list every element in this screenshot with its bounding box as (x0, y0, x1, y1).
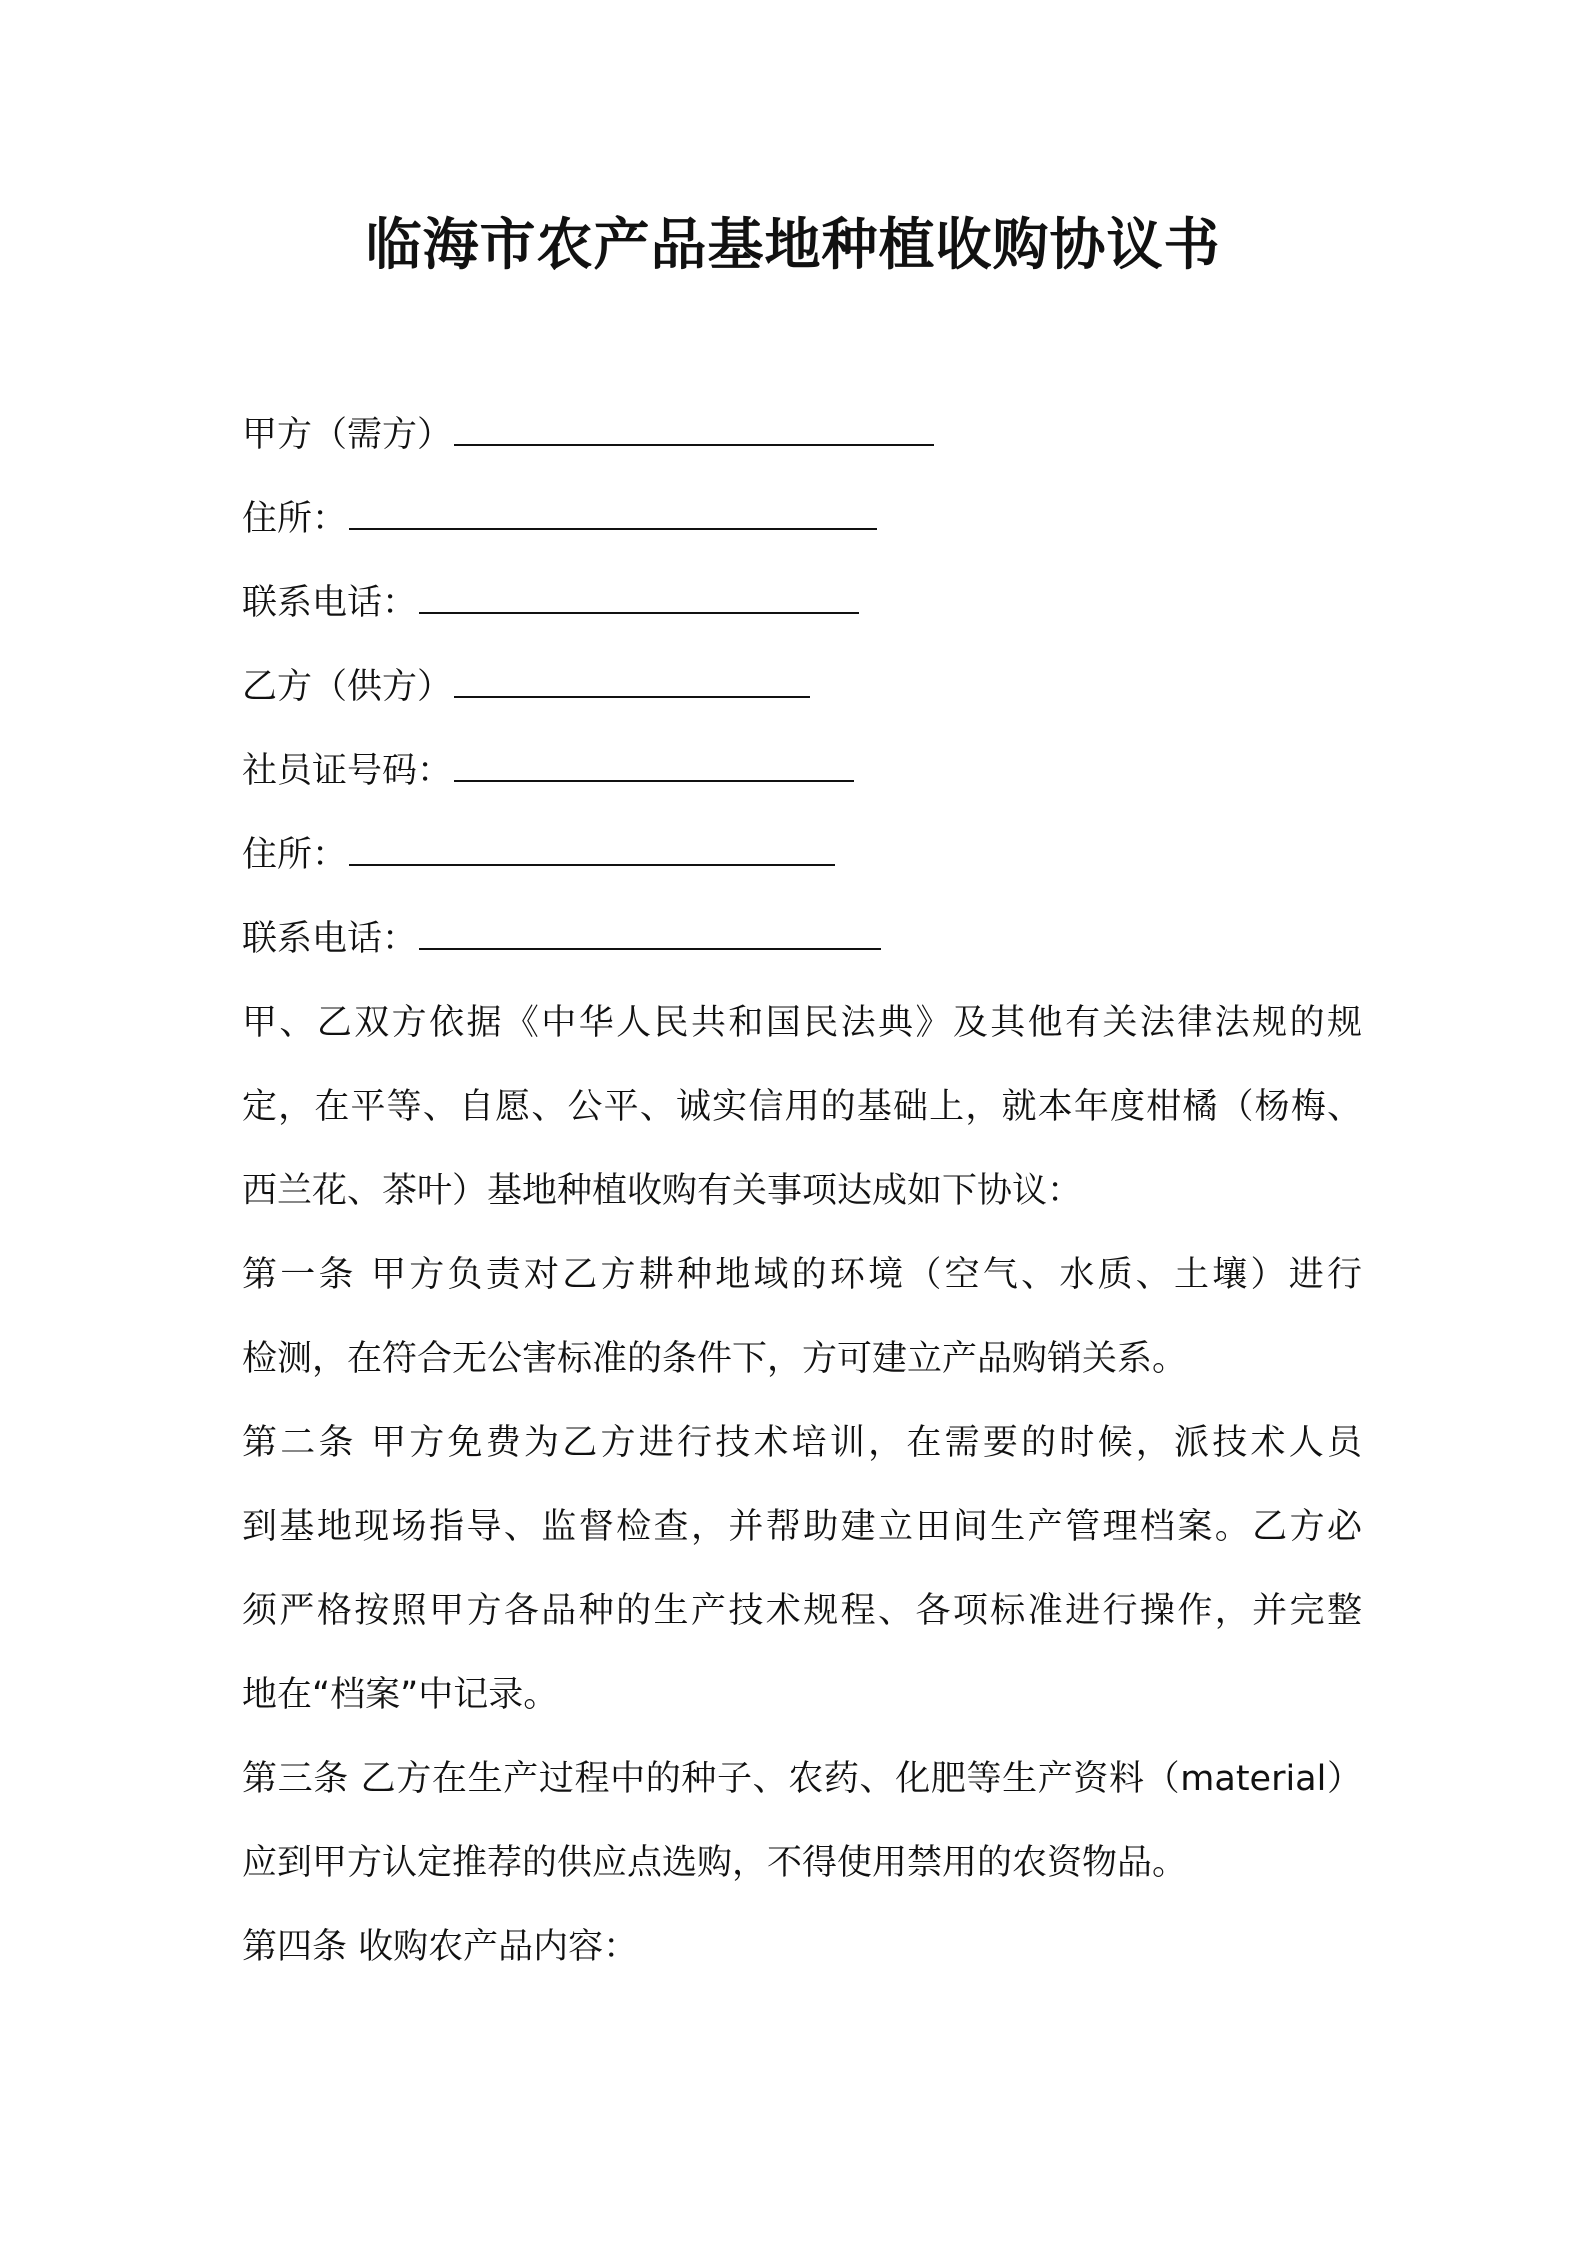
party-b-address-blank[interactable] (349, 864, 835, 866)
document-title: 临海市农产品基地种植收购协议书 (365, 213, 1221, 278)
party-b-member-id-label: 社员证号码： (242, 751, 453, 791)
body-line: 须严格按照甲方各品种的生产技术规程、各项标准进行操作，并完整 (242, 1591, 1362, 1631)
body-line: 第三条 乙方在生产过程中的种子、农药、化肥等生产资料（material） (242, 1759, 1362, 1799)
party-a-address-blank[interactable] (349, 528, 877, 530)
body-line: 第一条 甲方负责对乙方耕种地域的环境（空气、水质、土壤）进行 (242, 1255, 1362, 1295)
party-a-address-label: 住所： (242, 499, 348, 539)
body-line: 甲、乙双方依据《中华人民共和国民法典》及其他有关法律法规的规 (242, 1003, 1362, 1043)
body-line: 定，在平等、自愿、公平、诚实信用的基础上，就本年度柑橘（杨梅、 (242, 1087, 1362, 1127)
party-a-label: 甲方（需方） (242, 415, 453, 455)
party-b-label: 乙方（供方） (242, 667, 453, 707)
party-b-phone-field (242, 914, 881, 964)
party-b-field (242, 662, 810, 712)
party-a-phone-label: 联系电话： (242, 583, 418, 623)
body-line: 检测，在符合无公害标准的条件下，方可建立产品购销关系。 (242, 1339, 1188, 1379)
party-b-address-field (242, 830, 835, 880)
body-line: 西兰花、茶叶）基地种植收购有关事项达成如下协议： (242, 1171, 1083, 1211)
body-line: 第二条 甲方免费为乙方进行技术培训，在需要的时候，派技术人员 (242, 1423, 1362, 1463)
body-line: 第四条 收购农产品内容： (242, 1927, 639, 1967)
party-a-field (242, 410, 934, 460)
party-a-blank[interactable] (454, 444, 934, 446)
party-b-member-id-blank[interactable] (454, 780, 854, 782)
body-line: 应到甲方认定推荐的供应点选购，不得使用禁用的农资物品。 (242, 1843, 1188, 1883)
body-line: 到基地现场指导、监督检查，并帮助建立田间生产管理档案。乙方必 (242, 1507, 1362, 1547)
party-a-phone-field (242, 578, 859, 628)
party-b-phone-label: 联系电话： (242, 919, 418, 959)
body-line: 地在“档案”中记录。 (242, 1675, 559, 1715)
party-a-address-field (242, 494, 877, 544)
party-b-phone-blank[interactable] (419, 948, 881, 950)
party-b-blank[interactable] (454, 696, 810, 698)
party-b-member-id-field (242, 746, 854, 796)
party-b-address-label: 住所： (242, 835, 348, 875)
party-a-phone-blank[interactable] (419, 612, 859, 614)
